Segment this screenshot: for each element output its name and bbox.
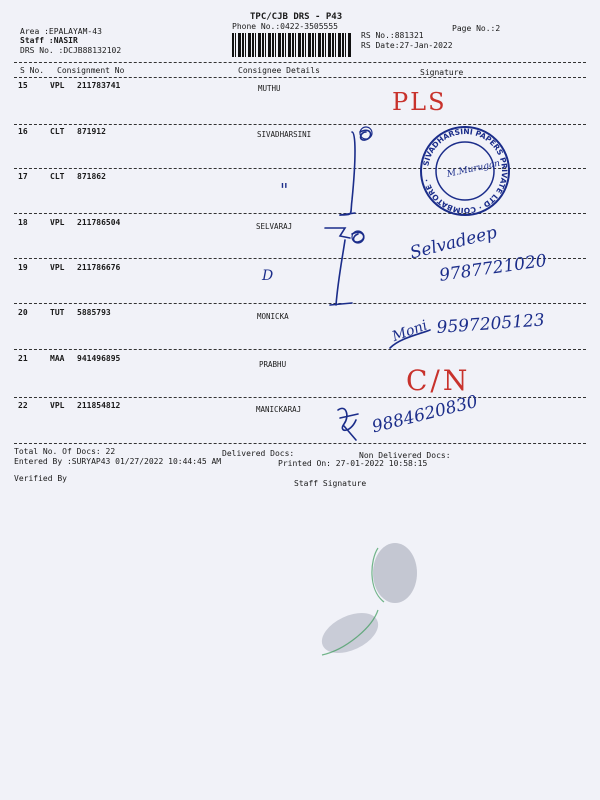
row-prefix: MAA: [50, 354, 65, 363]
stamp-ring-text: SIVADHARSINI PAPERS PRIVATE LTD · COIMBATORE ·: [421, 126, 510, 216]
handwritten-name-moni: Moni: [390, 317, 430, 346]
staff-label: Staff :NASIR: [20, 36, 78, 45]
non-delivered-docs: Non Delivered Docs:: [359, 451, 451, 460]
row-divider: [14, 349, 586, 350]
page-number: Page No.:2: [452, 24, 501, 33]
drs-number: DRS No. :DCJB88132102: [20, 46, 122, 55]
handwritten-ditto: ": [280, 180, 289, 201]
row-sno: 15: [18, 81, 28, 90]
handwritten-pls: PLS: [392, 88, 447, 116]
row-consignee: MANICKARAJ: [256, 405, 302, 414]
row-sno: 19: [18, 263, 28, 272]
col-sno: S No.: [20, 66, 45, 75]
row-sno: 20: [18, 308, 28, 317]
row-prefix: CLT: [50, 127, 65, 136]
row-prefix: CLT: [50, 172, 65, 181]
row-consignment: 941496895: [77, 354, 121, 363]
total-docs: Total No. Of Docs: 22: [14, 447, 116, 456]
delivered-docs: Delivered Docs:: [222, 449, 295, 458]
entered-by: Entered By :SURYAP43 01/27/2022 10:44:45 AM: [14, 457, 222, 466]
sign-circle-marks: [352, 127, 372, 243]
header-divider-bottom: [14, 77, 586, 78]
row-consignment: 211786676: [77, 263, 121, 272]
row-consignment: 211786504: [77, 218, 121, 227]
printed-on: Printed On: 27-01-2022 10:58:15: [278, 459, 428, 468]
row-sno: 16: [18, 127, 28, 136]
handwritten-name-selvadeep: Selvadeep: [408, 222, 499, 264]
phone-number: Phone No.:0422-3505555: [232, 22, 338, 31]
row-sno: 21: [18, 354, 28, 363]
header-divider-top: [14, 62, 586, 63]
row-consignee: SELVARAJ: [256, 222, 293, 231]
rs-date: RS Date:27-Jan-2022: [361, 41, 453, 50]
row-consignment: 211854812: [77, 401, 121, 410]
row-sno: 18: [18, 218, 28, 227]
smudge-outline: [322, 610, 378, 655]
row-divider: [14, 443, 586, 444]
handwritten-cn: C/N: [406, 364, 471, 397]
row-consignment: 5885793: [77, 308, 111, 317]
row-divider: [14, 124, 586, 125]
row-consignee: PRABHU: [259, 360, 287, 369]
row-divider: [14, 397, 586, 398]
stamp-signature: M.Murugan: [446, 158, 502, 180]
row-prefix: VPL: [50, 401, 65, 410]
row-prefix: VPL: [50, 218, 65, 227]
staff-signature-label: Staff Signature: [294, 479, 367, 488]
smudge-outline: [372, 548, 384, 602]
handwritten-phone: 9597205123: [436, 310, 546, 338]
document-title: TPC/CJB DRS - P43: [250, 12, 343, 22]
row-consignee: MONICKA: [257, 312, 289, 321]
rs-number: RS No.:881321: [361, 31, 424, 40]
row-sno: 17: [18, 172, 28, 181]
row-consignee: SIVADHARSINI: [257, 130, 312, 139]
area-label: Area :EPALAYAM-43: [20, 27, 102, 36]
row-sno: 22: [18, 401, 28, 410]
row-consignment: 211783741: [77, 81, 121, 90]
col-signature: Signature: [420, 68, 464, 77]
handwritten-d: D: [262, 268, 274, 284]
row-consignment: 871862: [77, 172, 106, 181]
row-divider: [14, 303, 586, 304]
smudge-mark: [373, 543, 417, 603]
handwritten-phone: 9884620830: [370, 391, 480, 438]
col-consignment: Consignment No: [57, 66, 125, 75]
row-divider: [14, 213, 586, 214]
barcode: [232, 33, 352, 57]
verified-by: Verified By: [14, 474, 67, 483]
row-consignment: 871912: [77, 127, 106, 136]
col-consignee: Consignee Details: [238, 66, 320, 75]
row-prefix: VPL: [50, 81, 65, 90]
row-prefix: VPL: [50, 263, 65, 272]
row-consignee: MUTHU: [258, 84, 281, 93]
row-prefix: TUT: [50, 308, 65, 317]
smudge-mark: [316, 605, 385, 661]
handwritten-phone: 9787721020: [438, 250, 548, 286]
